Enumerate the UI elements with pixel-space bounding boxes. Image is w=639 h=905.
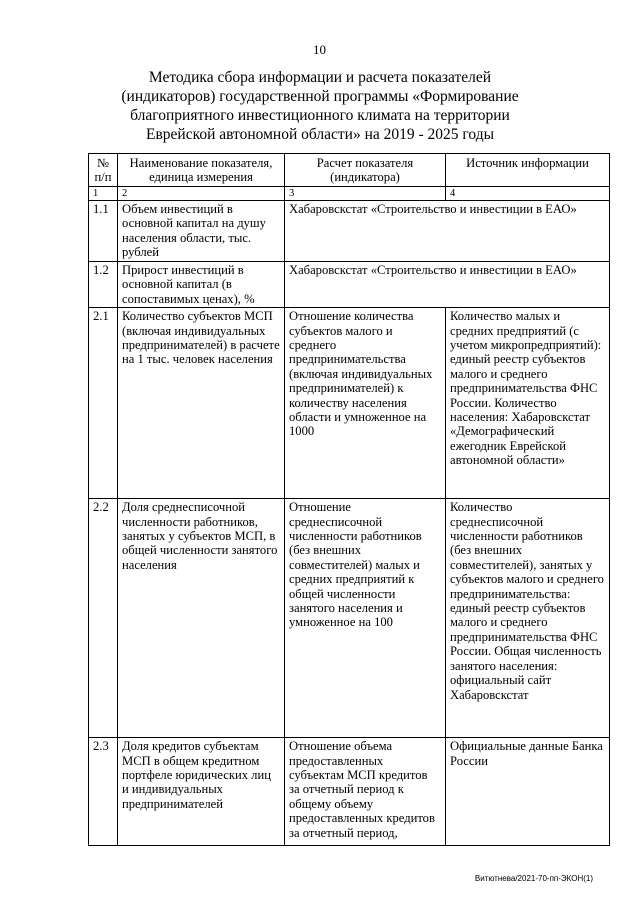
header-num: № п/п — [89, 154, 118, 187]
indicator-name: Прирост инвестиций в основной капитал (в сопоставимых ценах), % — [118, 262, 285, 308]
row-number: 2.1 — [89, 308, 118, 499]
row-number: 2.2 — [89, 499, 118, 738]
information-source: Официальные данные Банка России — [446, 738, 610, 846]
calculation: Отношение количества субъектов малого и среднего предпринимательства (включая индивидуальных предпринимателей) к количеству населения области и умноженное на 1000 — [285, 308, 446, 499]
column-number: 4 — [446, 187, 610, 201]
row-number: 2.3 — [89, 738, 118, 846]
header-calc: Расчет показателя (индикатора) — [285, 154, 446, 187]
page-number: 10 — [313, 42, 326, 57]
column-number-row — [89, 187, 610, 201]
information-source: Количество среднесписочной численности работников (без внешних совместителей), занятых у субъектов малого и среднего предпринимательства: единый реестр субъектов малого и среднего предпринимательства ФНС России. Общая численность занятого населения: официальный сайт Хабаровскстат — [446, 499, 610, 738]
table-row — [89, 738, 610, 846]
table-row — [89, 499, 610, 738]
header-name: Наименование показателя, единица измерения — [118, 154, 285, 187]
table-row — [89, 262, 610, 308]
table-row — [89, 201, 610, 262]
column-number: 1 — [89, 187, 118, 201]
header-source: Источник информации — [446, 154, 610, 187]
document-title: Методика сбора информации и расчета показателей (индикаторов) государственной программы «Формирование благоприятного инвестиционного климата на территории Еврейской автономной области» на 2019 - 2025 годы — [121, 69, 519, 143]
row-number: 1.2 — [89, 262, 118, 308]
calculation: Отношение объема предоставленных субъектам МСП кредитов за отчетный период к общему объему предоставленных кредитов за отчетный период, — [285, 738, 446, 846]
information-source: Количество малых и средних предприятий (с учетом микропредприятий): единый реестр субъектов малого и среднего предпринимательства ФНС России. Количество населения: Хабаровскстат «Демографический ежегодник Еврейской автономной области» — [446, 308, 610, 499]
column-number: 3 — [285, 187, 446, 201]
calculation: Отношение среднесписочной численности работников (без внешних совместителей) малых и средних предприятий к общей численности занятого населения и умноженное на 100 — [285, 499, 446, 738]
indicators-table — [88, 153, 610, 846]
indicator-name: Объем инвестиций в основной капитал на душу населения области, тыс. рублей — [118, 201, 285, 262]
document-footer: Витютнева/2021-70-пп-ЭКОН(1) — [474, 874, 593, 883]
row-number: 1.1 — [89, 201, 118, 262]
column-number: 2 — [118, 187, 285, 201]
table-row — [89, 308, 610, 499]
header-row — [89, 154, 610, 187]
indicator-name: Доля среднесписочной численности работников, занятых у субъектов МСП, в общей численности занятого населения — [118, 499, 285, 738]
merged-source: Хабаровскстат «Строительство и инвестиции в ЕАО» — [285, 201, 610, 262]
merged-source: Хабаровскстат «Строительство и инвестиции в ЕАО» — [285, 262, 610, 308]
indicator-name: Доля кредитов субъектам МСП в общем кредитном портфеле юридических лиц и индивидуальных предпринимателей — [118, 738, 285, 846]
indicator-name: Количество субъектов МСП (включая индивидуальных предпринимателей) в расчете на 1 тыс. человек населения — [118, 308, 285, 499]
